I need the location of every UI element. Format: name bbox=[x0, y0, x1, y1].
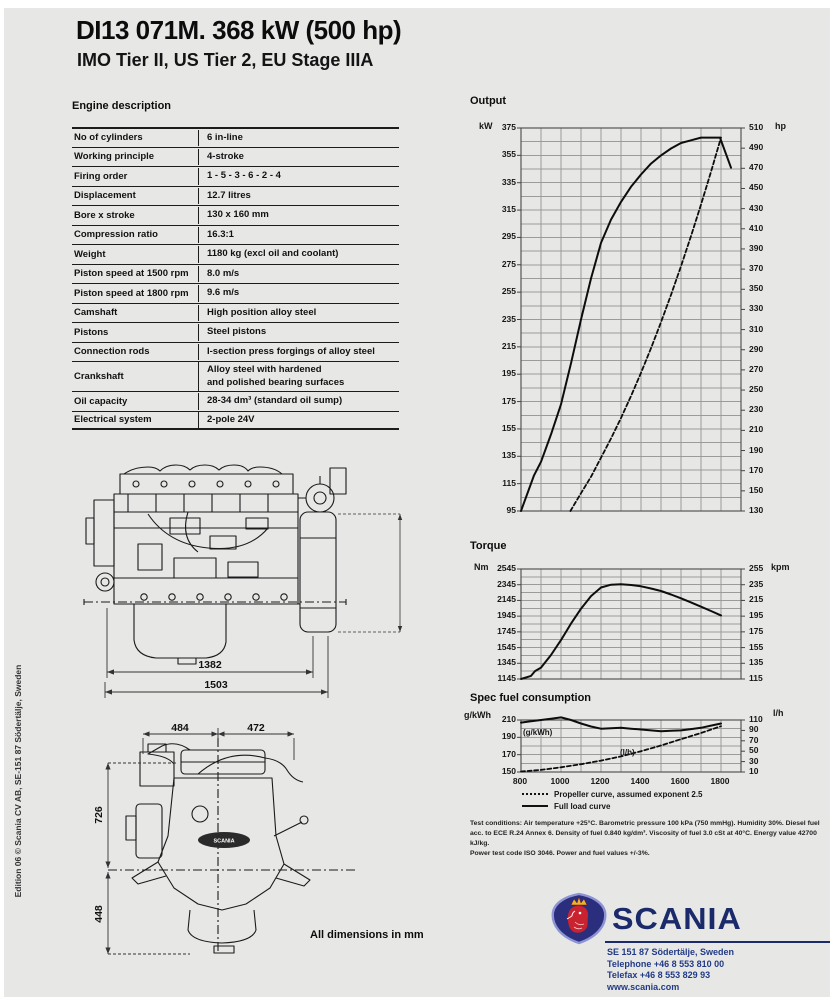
output-right-tick-label: 450 bbox=[749, 182, 764, 193]
output-right-tick-label: 510 bbox=[749, 122, 764, 132]
torque-right-tick-label: 195 bbox=[749, 610, 764, 621]
output-left-tick-label: 315 bbox=[501, 204, 516, 215]
spec-value: 6 in-line bbox=[198, 130, 399, 147]
output-right-tick-label: 170 bbox=[749, 464, 764, 475]
legend-label: Full load curve bbox=[554, 801, 611, 811]
test-conditions-line: Test conditions: Air temperature +25°C. Barometric pressure 100 kPa (750 mmHg). Humidity 30%. Diesel fuel bbox=[470, 820, 820, 827]
output-right-tick-label: 290 bbox=[749, 343, 764, 354]
output-left-tick-label: 255 bbox=[501, 286, 516, 297]
fuel-x-tick-label: 1600 bbox=[670, 776, 690, 786]
scania-wordmark: SCANIA bbox=[612, 901, 742, 936]
output-left-tick-label: 275 bbox=[501, 258, 516, 269]
output-right-tick-label: 250 bbox=[749, 384, 764, 395]
page-title: DI13 071M. 368 kW (500 hp) bbox=[76, 15, 402, 45]
company-website-link[interactable]: www.scania.com bbox=[607, 981, 680, 992]
output-chart-heading: Output bbox=[470, 95, 507, 107]
output-right-tick-label: 490 bbox=[749, 142, 764, 153]
spec-row bbox=[72, 205, 399, 225]
spec-value: 1 - 5 - 3 - 6 - 2 - 4 bbox=[198, 168, 399, 185]
fuel-right-tick-label: 90 bbox=[749, 724, 759, 735]
fuel-right-tick-label: 30 bbox=[749, 755, 759, 766]
fuel-annotation: (g/kWh) bbox=[523, 728, 553, 737]
output-right-tick-label: 270 bbox=[749, 363, 764, 374]
spec-row bbox=[72, 166, 399, 186]
torque-left-tick-label: 2545 bbox=[497, 563, 516, 573]
torque-chart-plot bbox=[520, 568, 742, 680]
fuel-x-tick-label: 1400 bbox=[630, 776, 650, 786]
output-left-tick-label: 375 bbox=[501, 122, 516, 132]
spec-row bbox=[72, 361, 399, 391]
output-series bbox=[570, 138, 721, 511]
fuel-left-tick-label: 170 bbox=[501, 748, 516, 759]
torque-left-tick-label: 1545 bbox=[497, 641, 516, 652]
output-left-tick-label: 175 bbox=[501, 395, 516, 406]
output-left-tick-label: 235 bbox=[501, 313, 516, 324]
output-left-tick-label: 195 bbox=[501, 368, 516, 379]
spec-value: I-section press forgings of alloy steel bbox=[198, 344, 399, 361]
output-left-unit: kW bbox=[479, 121, 493, 131]
spec-label: Compression ratio bbox=[74, 229, 158, 241]
torque-left-tick-label: 1945 bbox=[497, 610, 516, 621]
spec-row bbox=[72, 244, 399, 264]
output-right-tick-label: 130 bbox=[749, 505, 764, 515]
spec-label: Weight bbox=[74, 248, 106, 260]
solid-line-icon bbox=[522, 805, 548, 807]
spec-row bbox=[72, 342, 399, 362]
side-view-dim-outer-label: 1503 bbox=[204, 679, 228, 691]
torque-left-tick-label: 1345 bbox=[497, 657, 516, 668]
test-conditions-line: Power test code ISO 3046. Power and fuel values +/-3%. bbox=[470, 850, 650, 857]
spec-value: Steel pistons bbox=[198, 324, 399, 341]
fuel-x-tick-label: 800 bbox=[512, 776, 528, 786]
torque-right-tick-label: 235 bbox=[749, 578, 764, 589]
spec-label: Crankshaft bbox=[74, 371, 124, 382]
test-conditions-text bbox=[470, 819, 830, 859]
torque-chart-heading: Torque bbox=[470, 540, 507, 552]
spec-label: Piston speed at 1500 rpm bbox=[74, 268, 189, 280]
all-dimensions-note: All dimensions in mm bbox=[310, 929, 424, 941]
torque-right-tick-label: 115 bbox=[749, 673, 763, 683]
spec-value: 16.3:1 bbox=[198, 227, 399, 244]
fuel-right-tick-label: 110 bbox=[749, 714, 763, 724]
fuel-chart-plot bbox=[520, 719, 742, 773]
spec-row bbox=[72, 225, 399, 245]
test-conditions-line: acc. to ECE R.24 Annex 6. Density of fuel 0.840 kg/dm³. Viscosity of fuel 3.0 cSt at 40°C. Energy value 42700 kJ/kg. bbox=[470, 830, 817, 847]
spec-value: High position alloy steel bbox=[198, 305, 399, 322]
fuel-right-tick-label: 10 bbox=[749, 766, 759, 776]
company-address bbox=[607, 947, 734, 993]
spec-value: 28-34 dm³ (standard oil sump) bbox=[198, 393, 399, 410]
spec-value: 8.0 m/s bbox=[198, 266, 399, 283]
scania-emblem bbox=[551, 892, 607, 946]
spec-value: 130 x 160 mm bbox=[198, 207, 399, 224]
output-left-tick-label: 295 bbox=[501, 231, 516, 242]
output-right-tick-label: 210 bbox=[749, 424, 764, 435]
spec-row bbox=[72, 127, 399, 147]
fuel-right-tick-label: 70 bbox=[749, 734, 759, 745]
fuel-left-tick-label: 190 bbox=[501, 731, 516, 742]
fuel-chart-heading: Spec fuel consumption bbox=[470, 692, 592, 704]
engine-front-view-drawing bbox=[78, 718, 422, 960]
spec-value: 4-stroke bbox=[198, 149, 399, 166]
spec-label: Connection rods bbox=[74, 346, 150, 358]
dashed-line-icon bbox=[522, 793, 548, 795]
output-left-tick-label: 135 bbox=[501, 450, 516, 461]
address-line: Telefax +46 8 553 829 93 bbox=[607, 970, 711, 980]
fuel-right-tick-label: 50 bbox=[749, 745, 759, 756]
fuel-left-tick-label: 150 bbox=[501, 766, 516, 776]
output-right-tick-label: 470 bbox=[749, 162, 764, 173]
spec-row bbox=[72, 147, 399, 167]
legend-label: Propeller curve, assumed exponent 2.5 bbox=[554, 789, 703, 799]
output-left-tick-label: 155 bbox=[501, 422, 516, 433]
side-view-dim-inner-label: 1382 bbox=[198, 659, 222, 671]
front-view-brand-badge-text: SCANIA bbox=[213, 838, 235, 845]
spec-label: Camshaft bbox=[74, 307, 118, 319]
output-right-tick-label: 330 bbox=[749, 303, 764, 314]
output-right-tick-label: 230 bbox=[749, 404, 764, 415]
output-left-tick-label: 115 bbox=[502, 477, 516, 488]
torque-right-tick-label: 215 bbox=[749, 594, 764, 605]
spec-row bbox=[72, 186, 399, 206]
legend-item bbox=[522, 801, 703, 811]
torque-right-tick-label: 135 bbox=[749, 657, 764, 668]
spec-row bbox=[72, 322, 399, 342]
output-right-tick-label: 310 bbox=[749, 323, 764, 334]
spec-row bbox=[72, 303, 399, 323]
fuel-x-tick-label: 1200 bbox=[590, 776, 610, 786]
spec-label: No of cylinders bbox=[74, 132, 143, 144]
output-right-tick-label: 410 bbox=[749, 222, 764, 233]
spec-label: Electrical system bbox=[74, 414, 152, 426]
spec-value: 1180 kg (excl oil and coolant) bbox=[198, 246, 399, 263]
spec-row bbox=[72, 283, 399, 303]
legend-item bbox=[522, 789, 703, 799]
output-series bbox=[521, 138, 731, 511]
engine-description-heading: Engine description bbox=[72, 100, 172, 112]
side-view-height-dimension bbox=[338, 514, 402, 632]
engine-description-table bbox=[72, 127, 399, 430]
front-view-dim-top-right-label: 472 bbox=[247, 722, 265, 734]
chart-legend bbox=[522, 789, 703, 813]
torque-left-tick-label: 2145 bbox=[497, 594, 516, 605]
torque-right-tick-label: 255 bbox=[749, 563, 764, 573]
spec-value: 2-pole 24V bbox=[198, 412, 399, 429]
front-view-dim-top-left-label: 484 bbox=[171, 722, 189, 734]
output-chart-plot bbox=[520, 127, 742, 512]
engine-side-view-drawing bbox=[78, 458, 422, 708]
output-right-tick-label: 370 bbox=[749, 263, 764, 274]
fuel-x-tick-label: 1800 bbox=[710, 776, 730, 786]
spec-label: Piston speed at 1800 rpm bbox=[74, 287, 189, 299]
spec-label: Displacement bbox=[74, 190, 136, 202]
spec-value: 9.6 m/s bbox=[198, 285, 399, 302]
spec-value: Alloy steel with hardened and polished bearing surfaces bbox=[198, 362, 399, 391]
spec-label: Oil capacity bbox=[74, 395, 128, 407]
fuel-left-tick-label: 210 bbox=[501, 714, 516, 724]
spec-row bbox=[72, 264, 399, 284]
front-view-dim-lower-height-label: 448 bbox=[93, 905, 105, 923]
torque-right-tick-label: 155 bbox=[749, 641, 764, 652]
address-line: SE 151 87 Södertälje, Sweden bbox=[607, 947, 735, 957]
spec-label: Firing order bbox=[74, 170, 128, 182]
torque-right-tick-label: 175 bbox=[749, 625, 764, 636]
output-right-tick-label: 350 bbox=[749, 283, 764, 294]
output-left-tick-label: 215 bbox=[501, 340, 516, 351]
spec-row bbox=[72, 391, 399, 411]
fuel-annotation: (l/h) bbox=[620, 747, 635, 757]
edition-note: Edition 06 © Scania CV AB, SE-151 87 Södertälje, Sweden bbox=[13, 664, 23, 898]
torque-right-unit: kpm bbox=[771, 562, 790, 572]
spec-label: Working principle bbox=[74, 151, 155, 163]
torque-left-tick-label: 1745 bbox=[497, 625, 516, 636]
spec-value: 12.7 litres bbox=[198, 188, 399, 205]
output-right-tick-label: 150 bbox=[749, 484, 764, 495]
footer-rule bbox=[605, 941, 830, 943]
torque-left-unit: Nm bbox=[474, 562, 489, 572]
torque-left-tick-label: 1145 bbox=[497, 673, 516, 683]
output-right-tick-label: 190 bbox=[749, 444, 764, 455]
fuel-x-tick-label: 1000 bbox=[550, 776, 570, 786]
fuel-right-unit: l/h bbox=[773, 708, 784, 718]
spec-label: Bore x stroke bbox=[74, 209, 135, 221]
torque-left-tick-label: 2345 bbox=[497, 578, 516, 589]
page-subtitle: IMO Tier II, US Tier 2, EU Stage IIIA bbox=[77, 50, 374, 70]
front-view-dim-upper-height-label: 726 bbox=[93, 806, 105, 824]
output-right-tick-label: 430 bbox=[749, 202, 764, 213]
fuel-left-unit: g/kWh bbox=[464, 710, 491, 720]
address-line: Telephone +46 8 553 810 00 bbox=[607, 958, 725, 969]
spec-row bbox=[72, 411, 399, 431]
output-left-tick-label: 95 bbox=[506, 505, 516, 515]
spec-label: Pistons bbox=[74, 326, 109, 338]
output-right-tick-label: 390 bbox=[749, 242, 764, 253]
output-left-tick-label: 335 bbox=[501, 176, 516, 187]
output-right-unit: hp bbox=[775, 121, 786, 131]
output-left-tick-label: 355 bbox=[501, 149, 516, 160]
